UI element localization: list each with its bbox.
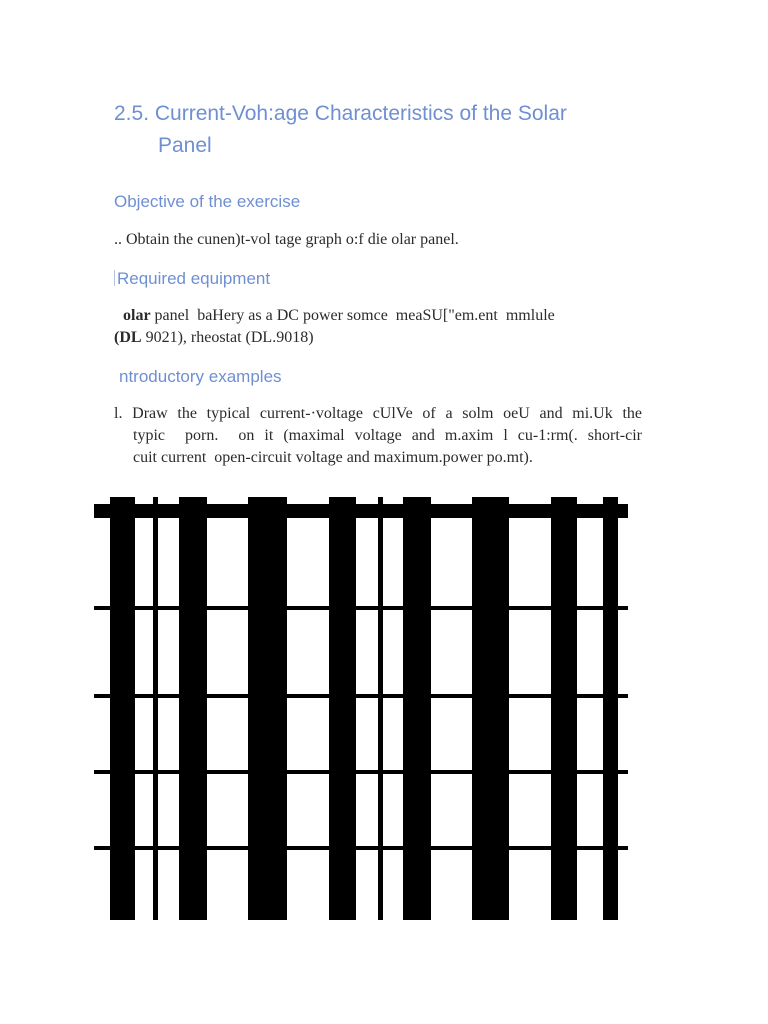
intro-heading: ntroductory examples xyxy=(119,367,282,386)
grid-rule xyxy=(94,606,628,610)
objective-text: .. Obtain the cunen)t-vol tage graph o:f die olar panel. xyxy=(114,231,459,248)
grid-bar xyxy=(378,497,383,920)
item1-line1: l. Draw the typical current-·voltage cUlVe of a solm oeU and mi.Uk the xyxy=(114,405,642,422)
grid-rule xyxy=(94,694,628,698)
grid-bar xyxy=(329,497,356,920)
grid-bar xyxy=(472,497,509,920)
vertical-bars xyxy=(110,497,618,920)
grid-bar xyxy=(603,497,618,920)
grid-rule-top xyxy=(94,504,628,518)
equipment-heading-label: Required equipment xyxy=(117,269,271,288)
grid-bar xyxy=(551,497,577,920)
grid-bar xyxy=(110,497,135,920)
section-title-line1: 2.5. Current-Voh:age Characteristics of the Solar xyxy=(114,102,567,125)
equipment-line1-rest: panel baHery as a DC power somce meaSU["em.ent mmlule xyxy=(150,307,555,324)
grid-bar xyxy=(153,497,158,920)
grid-rule xyxy=(94,846,628,850)
section-title-line2: Panel xyxy=(158,134,212,157)
grid-bar xyxy=(248,497,287,920)
horizontal-rules xyxy=(94,504,628,850)
objective-heading: Objective of the exercise xyxy=(114,192,301,211)
equipment-line2-bold: (DL xyxy=(114,329,142,346)
equipment-line1-bold: olar xyxy=(123,307,151,324)
item1-line2: typic porn. on it (maximal voltage and m.axim l cu-1:rm(. short-cir xyxy=(133,427,642,444)
grid-bar xyxy=(403,497,431,920)
grid-rule xyxy=(94,770,628,774)
equipment-line2-rest: 9021), rheostat (DL.9018) xyxy=(141,329,314,346)
item1-line3: cuit current open-circuit voltage and maximum.power po.mt). xyxy=(133,449,533,466)
grid-bar xyxy=(179,497,207,920)
